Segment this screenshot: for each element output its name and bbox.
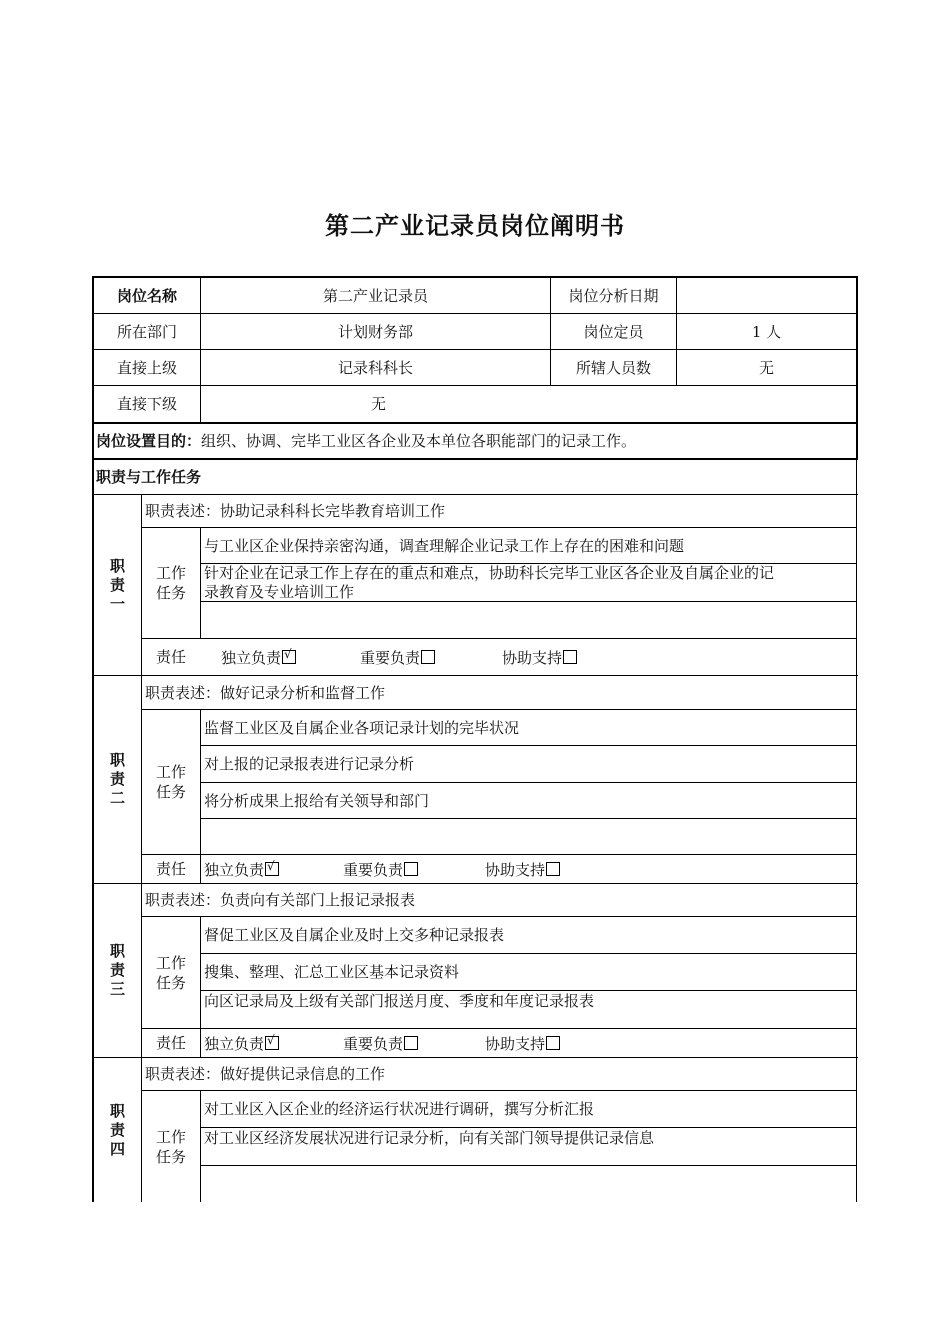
subordinate-value: 无 — [370, 395, 386, 413]
duty-2-task-1: 监督工业区及自属企业各项记录计划的完毕状况 — [204, 718, 520, 737]
duty-2-description: 职责表述：做好记录分析和监督工作 — [145, 683, 386, 702]
dept-label: 所在部门 — [116, 322, 177, 341]
duty-4-name: 职 责 四 — [109, 1101, 125, 1158]
duty-1-responsibility-label: 责任 — [155, 648, 186, 666]
duty-2-important: 重要负责 — [343, 859, 418, 880]
document-title: 第二产业记录员岗位阐明书 — [325, 212, 625, 240]
duty-3-responsibility-options — [200, 1029, 856, 1057]
checked-box-icon[interactable] — [265, 1036, 279, 1050]
headcount-label: 岗位定员 — [583, 322, 644, 341]
checked-box-icon[interactable] — [282, 650, 296, 664]
checkbox-icon[interactable] — [404, 862, 418, 876]
checked-box-icon[interactable] — [265, 862, 279, 876]
duty-1-important: 重要负责 — [360, 647, 435, 668]
subordinates-count-label: 所辖人员数 — [575, 358, 651, 377]
checkbox-icon[interactable] — [421, 650, 435, 664]
purpose-text: 组织、协调、完毕工业区各企业及本单位各职能部门的记录工作。 — [201, 432, 637, 450]
analysis-date-label: 岗位分析日期 — [568, 286, 659, 305]
superior-label: 直接上级 — [116, 358, 177, 377]
duty-4-description: 职责表述：做好提供记录信息的工作 — [145, 1065, 386, 1083]
headcount-value: 1 人 — [751, 322, 782, 341]
subordinates-count-value: 无 — [758, 358, 774, 377]
checkbox-icon[interactable] — [546, 862, 560, 876]
duty-1-task-2: 针对企业在记录工作上存在的重点和难点，协助科长完毕工业区各企业及自属企业的记 录教育及专业培训工作 — [204, 564, 775, 601]
duty-2-tasks-label: 工作 任务 — [155, 763, 186, 801]
superior-value: 记录科科长 — [337, 358, 413, 377]
duty-2-task-3: 将分析成果上报给有关领导和部门 — [204, 791, 430, 810]
duty-3-independent: 独立负责√ — [204, 1033, 279, 1054]
duty-1-name: 职 责 一 — [109, 556, 125, 613]
duty-3-task-1: 督促工业区及自属企业及时上交多种记录报表 — [204, 926, 505, 944]
duty-3-task-2: 搜集、整理、汇总工业区基本记录资料 — [204, 963, 460, 981]
duty-3-tasks-label: 工作 任务 — [155, 953, 186, 992]
checkbox-icon[interactable] — [404, 1036, 418, 1050]
duty-1-responsibility-options — [200, 639, 856, 675]
duty-1-independent: 独立负责√ — [221, 647, 296, 668]
duty-1-task-1: 与工业区企业保持亲密沟通，调查理解企业记录工作上存在的困难和问题 — [204, 536, 685, 555]
duty-2-assist: 协助支持 — [485, 859, 560, 880]
position-name-label: 岗位名称 — [116, 286, 177, 305]
purpose-row — [96, 424, 856, 458]
dept-value: 计划财务部 — [337, 322, 413, 341]
subordinate-label: 直接下级 — [116, 395, 177, 413]
duty-4-tasks-label: 工作 任务 — [155, 1127, 186, 1166]
duty-3-task-3: 向区记录局及上级有关部门报送月度、季度和年度记录报表 — [204, 992, 595, 1010]
duty-3-responsibility-label: 责任 — [155, 1034, 186, 1052]
duty-3-description: 职责表述：负责向有关部门上报记录报表 — [145, 891, 416, 909]
purpose-label: 岗位设置目的： — [96, 432, 202, 450]
checkbox-icon[interactable] — [563, 650, 577, 664]
position-name-value: 第二产业记录员 — [322, 286, 428, 305]
duties-header: 职责与工作任务 — [96, 468, 202, 486]
duty-1-assist: 协助支持 — [502, 647, 577, 668]
duty-2-task-2: 对上报的记录报表进行记录分析 — [204, 755, 415, 773]
duty-2-name: 职 责 二 — [109, 751, 125, 807]
duty-2-responsibility-options — [200, 855, 856, 883]
duty-1-description: 职责表述：协助记录科科长完毕教育培训工作 — [145, 502, 446, 520]
checkbox-icon[interactable] — [546, 1036, 560, 1050]
duty-1-tasks-label: 工作 任务 — [155, 564, 186, 602]
duty-4-task-2: 对工业区经济发展状况进行记录分析，向有关部门领导提供记录信息 — [204, 1129, 655, 1147]
analysis-date-value — [677, 278, 856, 313]
duty-3-assist: 协助支持 — [485, 1033, 560, 1054]
duty-4-task-1: 对工业区入区企业的经济运行状况进行调研，撰写分析汇报 — [204, 1100, 595, 1118]
duty-2-responsibility-label: 责任 — [155, 860, 186, 878]
duty-3-important: 重要负责 — [343, 1033, 418, 1054]
duty-3-name: 职 责 三 — [109, 942, 125, 998]
duty-2-independent: 独立负责√ — [204, 859, 279, 880]
